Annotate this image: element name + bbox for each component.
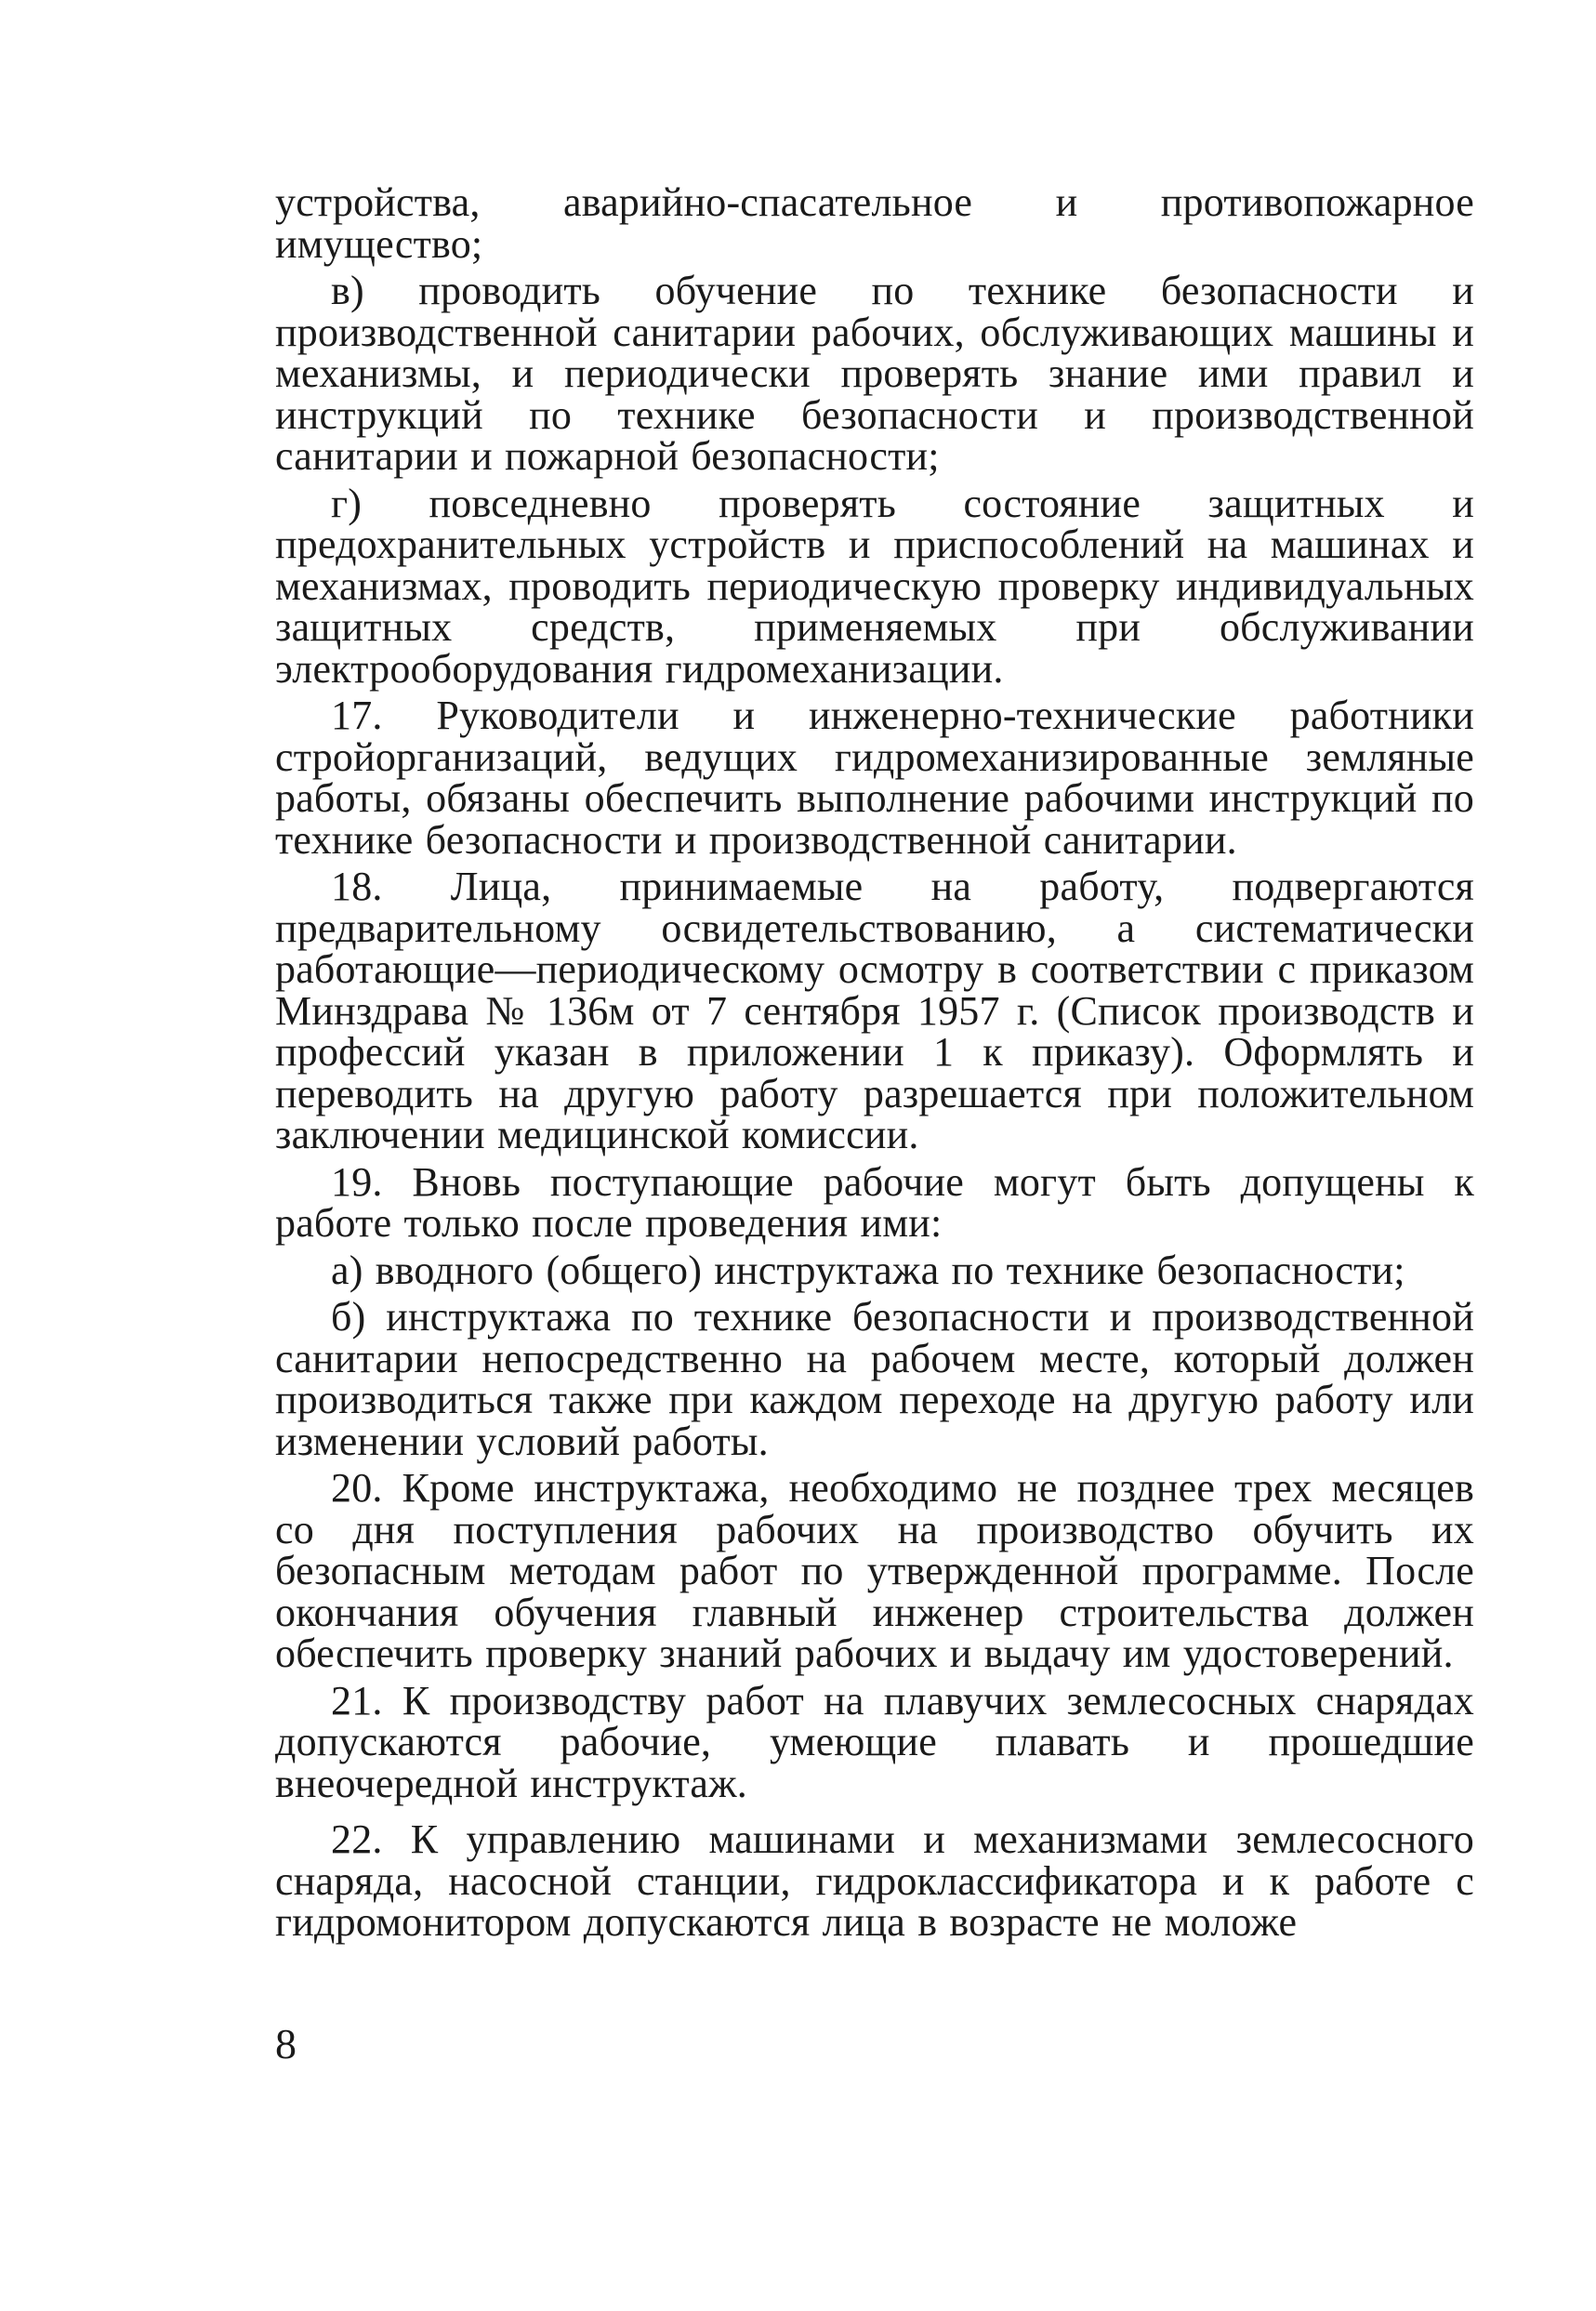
paragraph-continuation-equipment: устройства, аварийно-спасательное и противопожарное имущество; <box>275 179 1474 267</box>
paragraph-19-item-b: б) инструктажа по технике безопасности и производственной санитарии непосредственно на рабочем месте, который должен производиться также при каждом переходе на другую работу или изменении условий работы. <box>275 1294 1474 1464</box>
paragraph-18: 18. Лица, принимаемые на работу, подвергаются предварительному освидетельствованию, а систематически работающие—периодическому осмотру в соответствии с приказом Минздрава № 136м от 7 сентября 1957 г. (Список производств и профессий указан в приложении 1 к приказу). Оформлять и переводить на другую работу разрешается при положительном заключении медицинской комиссии. <box>275 864 1474 1157</box>
paragraph-22: 22. К управлению машинами и механизмами землесосного снаряда, насосной станции, гидроклассификатора и к работе с гидромонитором допускаются лица в возрасте не моложе <box>275 1816 1474 1945</box>
paragraph-17: 17. Руководители и инженерно-технические работники стройорганизаций, ведущих гидромеханизированные земляные работы, обязаны обеспечить выполнение рабочими инструкций по технике безопасности и производственной санитарии. <box>275 693 1474 863</box>
page-number: 8 <box>275 2020 297 2067</box>
page-body <box>275 179 1474 1949</box>
paragraph-19-item-a: а) вводного (общего) инструктажа по технике безопасности; <box>331 1247 1405 1293</box>
paragraph-20: 20. Кроме инструктажа, необходимо не позднее трех месяцев со дня поступления рабочих на производство обучить их безопасным методам работ по утвержденной программе. После окончания обучения главный инженер строительства должен обеспечить проверку знаний рабочих и выдачу им удостоверений. <box>275 1465 1474 1676</box>
paragraph-item-g-inspection: г) повседневно проверять состояние защитных и предохранительных устройств и приспособлений на машинах и механизмах, проводить периодическую проверку индивидуальных защитных средств, применяемых при обслуживании электрооборудования гидромеханизации. <box>275 480 1474 692</box>
paragraph-item-v-training: в) проводить обучение по технике безопасности и производственной санитарии рабочих, обслуживающих машины и механизмы, и периодически проверять знание ими правил и инструкций по технике безопасности и производственной санитарии и пожарной безопасности; <box>275 268 1474 479</box>
paragraph-21: 21. К производству работ на плавучих землесосных снарядах допускаются рабочие, умеющие плавать и прошедшие внеочередной инструктаж. <box>275 1677 1474 1806</box>
paragraph-19: 19. Вновь поступающие рабочие могут быть допущены к работе только после проведения ими: <box>275 1158 1474 1246</box>
